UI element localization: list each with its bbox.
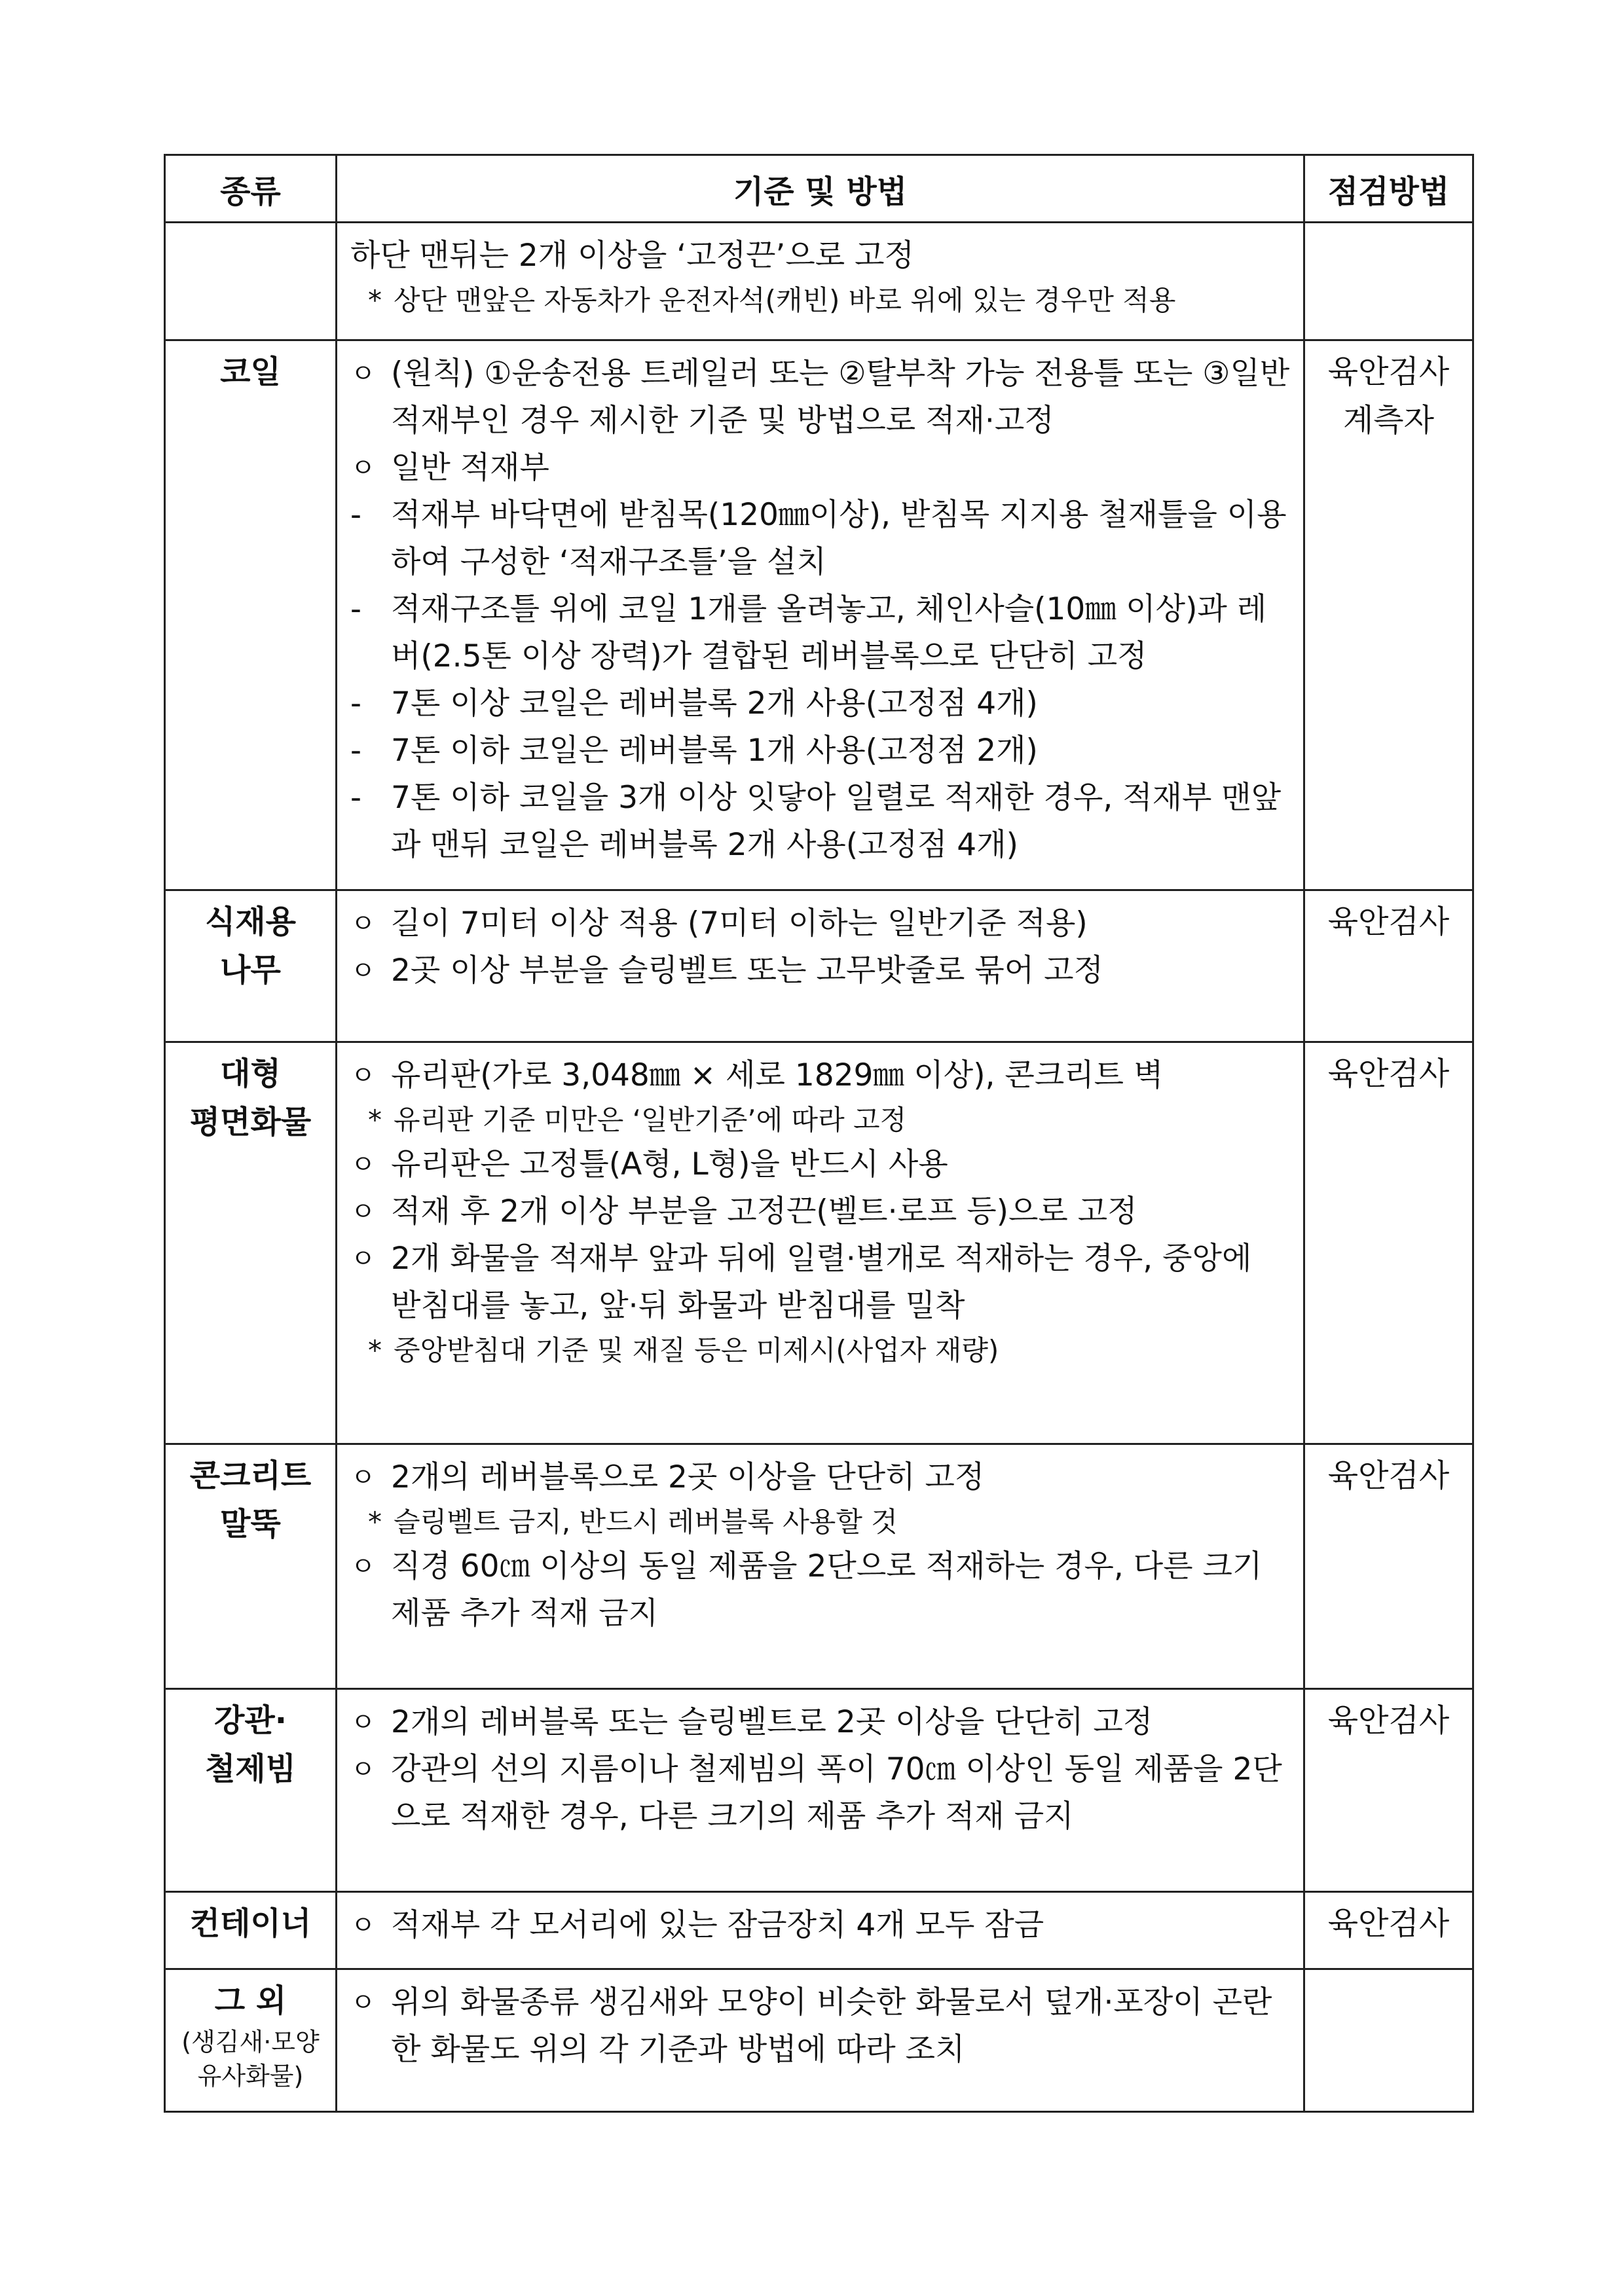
table-row <box>165 1969 1473 2112</box>
category-cell <box>165 1444 337 1689</box>
standard-line <box>350 900 1290 947</box>
bullet-marker: - <box>350 685 361 721</box>
standard-line <box>350 280 1290 321</box>
header-inspection: 점검방법 <box>1304 155 1473 223</box>
standard-text: 유리판 기준 미만은 ‘일반기준’에 따라 고정 <box>394 1104 907 1136</box>
bullet-marker: ㅇ <box>350 1197 376 1227</box>
standard-line <box>350 1235 1290 1330</box>
category-cell <box>165 340 337 890</box>
standard-text: 일반 적재부 <box>391 450 549 486</box>
bullet-marker: * <box>368 1334 382 1366</box>
standard-text: 2개의 레버블록 또는 슬링벨트로 2곳 이상을 단단히 고정 <box>391 1704 1153 1740</box>
standard-cell <box>337 1042 1304 1444</box>
table-row <box>165 223 1473 340</box>
inspection-cell: 육안검사 <box>1304 1444 1473 1689</box>
category-cell <box>165 1689 337 1892</box>
standard-line <box>350 350 1290 445</box>
bullet-marker: ㅇ <box>350 1244 376 1274</box>
standard-text: 적재부 각 모서리에 있는 잠금장치 4개 모두 잠금 <box>391 1907 1044 1943</box>
standard-text: 적재 후 2개 이상 부분을 고정끈(벨트·로프 등)으로 고정 <box>391 1194 1137 1230</box>
standard-line <box>350 727 1290 774</box>
inspection-cell: 육안검사 <box>1304 1042 1473 1444</box>
standard-line <box>350 1699 1290 1746</box>
bullet-marker: ㅇ <box>350 1707 376 1738</box>
standard-text: (원칙) ①운송전용 트레일러 또는 ②탈부착 가능 전용틀 또는 ③일반 적재부인 경우 제시한 기준 및 방법으로 적재·고정 <box>391 355 1290 439</box>
standard-text: 강관의 선의 지름이나 철제빔의 폭이 70㎝ 이상인 동일 제품을 2단으로 적재한 경우, 다른 크기의 제품 추가 적재 금지 <box>391 1751 1282 1834</box>
bullet-marker: - <box>350 591 361 627</box>
category-cell <box>165 890 337 1042</box>
standard-line <box>350 774 1290 869</box>
standard-text: 하단 맨뒤는 2개 이상을 ‘고정끈’으로 고정 <box>350 238 914 274</box>
standard-line <box>350 492 1290 586</box>
category-label: 대형 평면화물 <box>189 1055 312 1140</box>
category-label: 콘크리트 말뚝 <box>189 1457 312 1542</box>
bullet-marker: ㅇ <box>350 1061 376 1091</box>
category-label: 컨테이너 <box>189 1905 312 1942</box>
standard-text: 위의 화물종류 생김새와 모양이 비슷한 화물로서 덮개·포장이 곤란한 화물도 위의 각 기준과 방법에 따라 조치 <box>391 1984 1272 2068</box>
standard-text: 유리판(가로 3,048㎜ × 세로 1829㎜ 이상), 콘크리트 벽 <box>391 1057 1164 1093</box>
standard-line <box>350 1099 1290 1141</box>
bullet-marker: ㅇ <box>350 359 376 389</box>
bullet-marker: ㅇ <box>350 909 376 939</box>
standards-table <box>164 154 1474 2113</box>
bullet-marker: ㅇ <box>350 1150 376 1180</box>
inspection-cell: 육안검사 <box>1304 890 1473 1042</box>
standard-text: 슬링벨트 금지, 반드시 레버블록 사용할 것 <box>394 1506 898 1538</box>
table-row <box>165 890 1473 1042</box>
standard-line <box>350 1501 1290 1543</box>
bullet-marker: - <box>350 733 361 769</box>
bullet-marker: ㅇ <box>350 956 376 986</box>
standard-text: 2개의 레버블록으로 2곳 이상을 단단히 고정 <box>391 1459 985 1495</box>
table-row <box>165 1892 1473 1969</box>
standard-line <box>350 1188 1290 1235</box>
standard-line <box>350 1979 1290 2073</box>
standard-cell <box>337 1689 1304 1892</box>
bullet-marker: * <box>368 1506 382 1538</box>
standard-line <box>350 1330 1290 1372</box>
bullet-marker: - <box>350 497 361 533</box>
standard-line <box>350 586 1290 680</box>
inspection-cell <box>1304 223 1473 340</box>
table-row <box>165 1689 1473 1892</box>
standard-text: 길이 7미터 이상 적용 (7미터 이하는 일반기준 적용) <box>391 905 1088 941</box>
category-label: 그 외 <box>214 1982 287 2019</box>
bullet-marker: * <box>368 1104 382 1136</box>
category-cell <box>165 223 337 340</box>
header-standard: 기준 및 방법 <box>337 155 1304 223</box>
standard-text: 직경 60㎝ 이상의 동일 제품을 2단으로 적재하는 경우, 다른 크기 제품 추가 적재 금지 <box>391 1548 1263 1631</box>
bullet-marker: ㅇ <box>350 1463 376 1493</box>
standard-cell <box>337 223 1304 340</box>
bullet-marker: ㅇ <box>350 1755 376 1785</box>
standard-line <box>350 1746 1290 1840</box>
table-row <box>165 1042 1473 1444</box>
standard-cell <box>337 1444 1304 1689</box>
standard-line <box>350 680 1290 727</box>
standard-line <box>350 1454 1290 1501</box>
standard-cell <box>337 890 1304 1042</box>
category-label: 코일 <box>220 354 281 390</box>
table-header-row <box>165 155 1473 223</box>
inspection-cell <box>1304 1969 1473 2112</box>
bullet-marker: ㅇ <box>350 453 376 483</box>
standard-cell <box>337 340 1304 890</box>
header-category: 종류 <box>165 155 337 223</box>
bullet-marker: ㅇ <box>350 1988 376 2018</box>
category-label: 강관· 철제빔 <box>204 1702 297 1787</box>
table-row <box>165 340 1473 890</box>
inspection-cell: 육안검사 계측자 <box>1304 340 1473 890</box>
category-sublabel: (생김새·모양 유사화물) <box>181 2028 320 2090</box>
standard-line <box>350 947 1290 994</box>
standard-text: 7톤 이하 코일은 레버블록 1개 사용(고정점 2개) <box>391 733 1038 769</box>
category-cell <box>165 1042 337 1444</box>
bullet-marker: * <box>368 284 382 316</box>
standard-cell <box>337 1969 1304 2112</box>
standard-text: 유리판은 고정틀(A형, L형)을 반드시 사용 <box>391 1146 948 1182</box>
standard-text: 상단 맨앞은 자동차가 운전자석(캐빈) 바로 위에 있는 경우만 적용 <box>394 284 1176 316</box>
standard-text: 적재구조틀 위에 코일 1개를 올려놓고, 체인사슬(10㎜ 이상)과 레버(2.5톤 이상 장력)가 결합된 레버블록으로 단단히 고정 <box>391 591 1267 674</box>
category-label: 식재용 나무 <box>204 903 297 989</box>
standard-line <box>350 1141 1290 1188</box>
bullet-marker: ㅇ <box>350 1910 376 1941</box>
bullet-marker: - <box>350 780 361 816</box>
standard-line <box>350 232 1290 280</box>
bullet-marker: ㅇ <box>350 1552 376 1582</box>
table-row <box>165 1444 1473 1689</box>
standard-line <box>350 1052 1290 1099</box>
standard-text: 2개 화물을 적재부 앞과 뒤에 일렬·별개로 적재하는 경우, 중앙에 받침대를 놓고, 앞·뒤 화물과 받침대를 밀착 <box>391 1241 1252 1324</box>
category-cell <box>165 1969 337 2112</box>
standard-cell <box>337 1892 1304 1969</box>
inspection-cell: 육안검사 <box>1304 1689 1473 1892</box>
standard-text: 2곳 이상 부분을 슬링벨트 또는 고무밧줄로 묶어 고정 <box>391 953 1103 989</box>
table-body <box>165 223 1473 2112</box>
standard-line <box>350 445 1290 492</box>
standard-text: 7톤 이하 코일을 3개 이상 잇닿아 일렬로 적재한 경우, 적재부 맨앞과 맨뒤 코일은 레버블록 2개 사용(고정점 4개) <box>391 780 1282 863</box>
standard-text: 7톤 이상 코일은 레버블록 2개 사용(고정점 4개) <box>391 685 1038 721</box>
standard-line <box>350 1902 1290 1949</box>
category-cell <box>165 1892 337 1969</box>
standard-text: 중앙받침대 기준 및 재질 등은 미제시(사업자 재량) <box>394 1334 999 1366</box>
inspection-cell: 육안검사 <box>1304 1892 1473 1969</box>
standard-line <box>350 1543 1290 1637</box>
standard-text: 적재부 바닥면에 받침목(120㎜이상), 받침목 지지용 철재틀을 이용하여 구성한 ‘적재구조틀’을 설치 <box>391 497 1287 580</box>
